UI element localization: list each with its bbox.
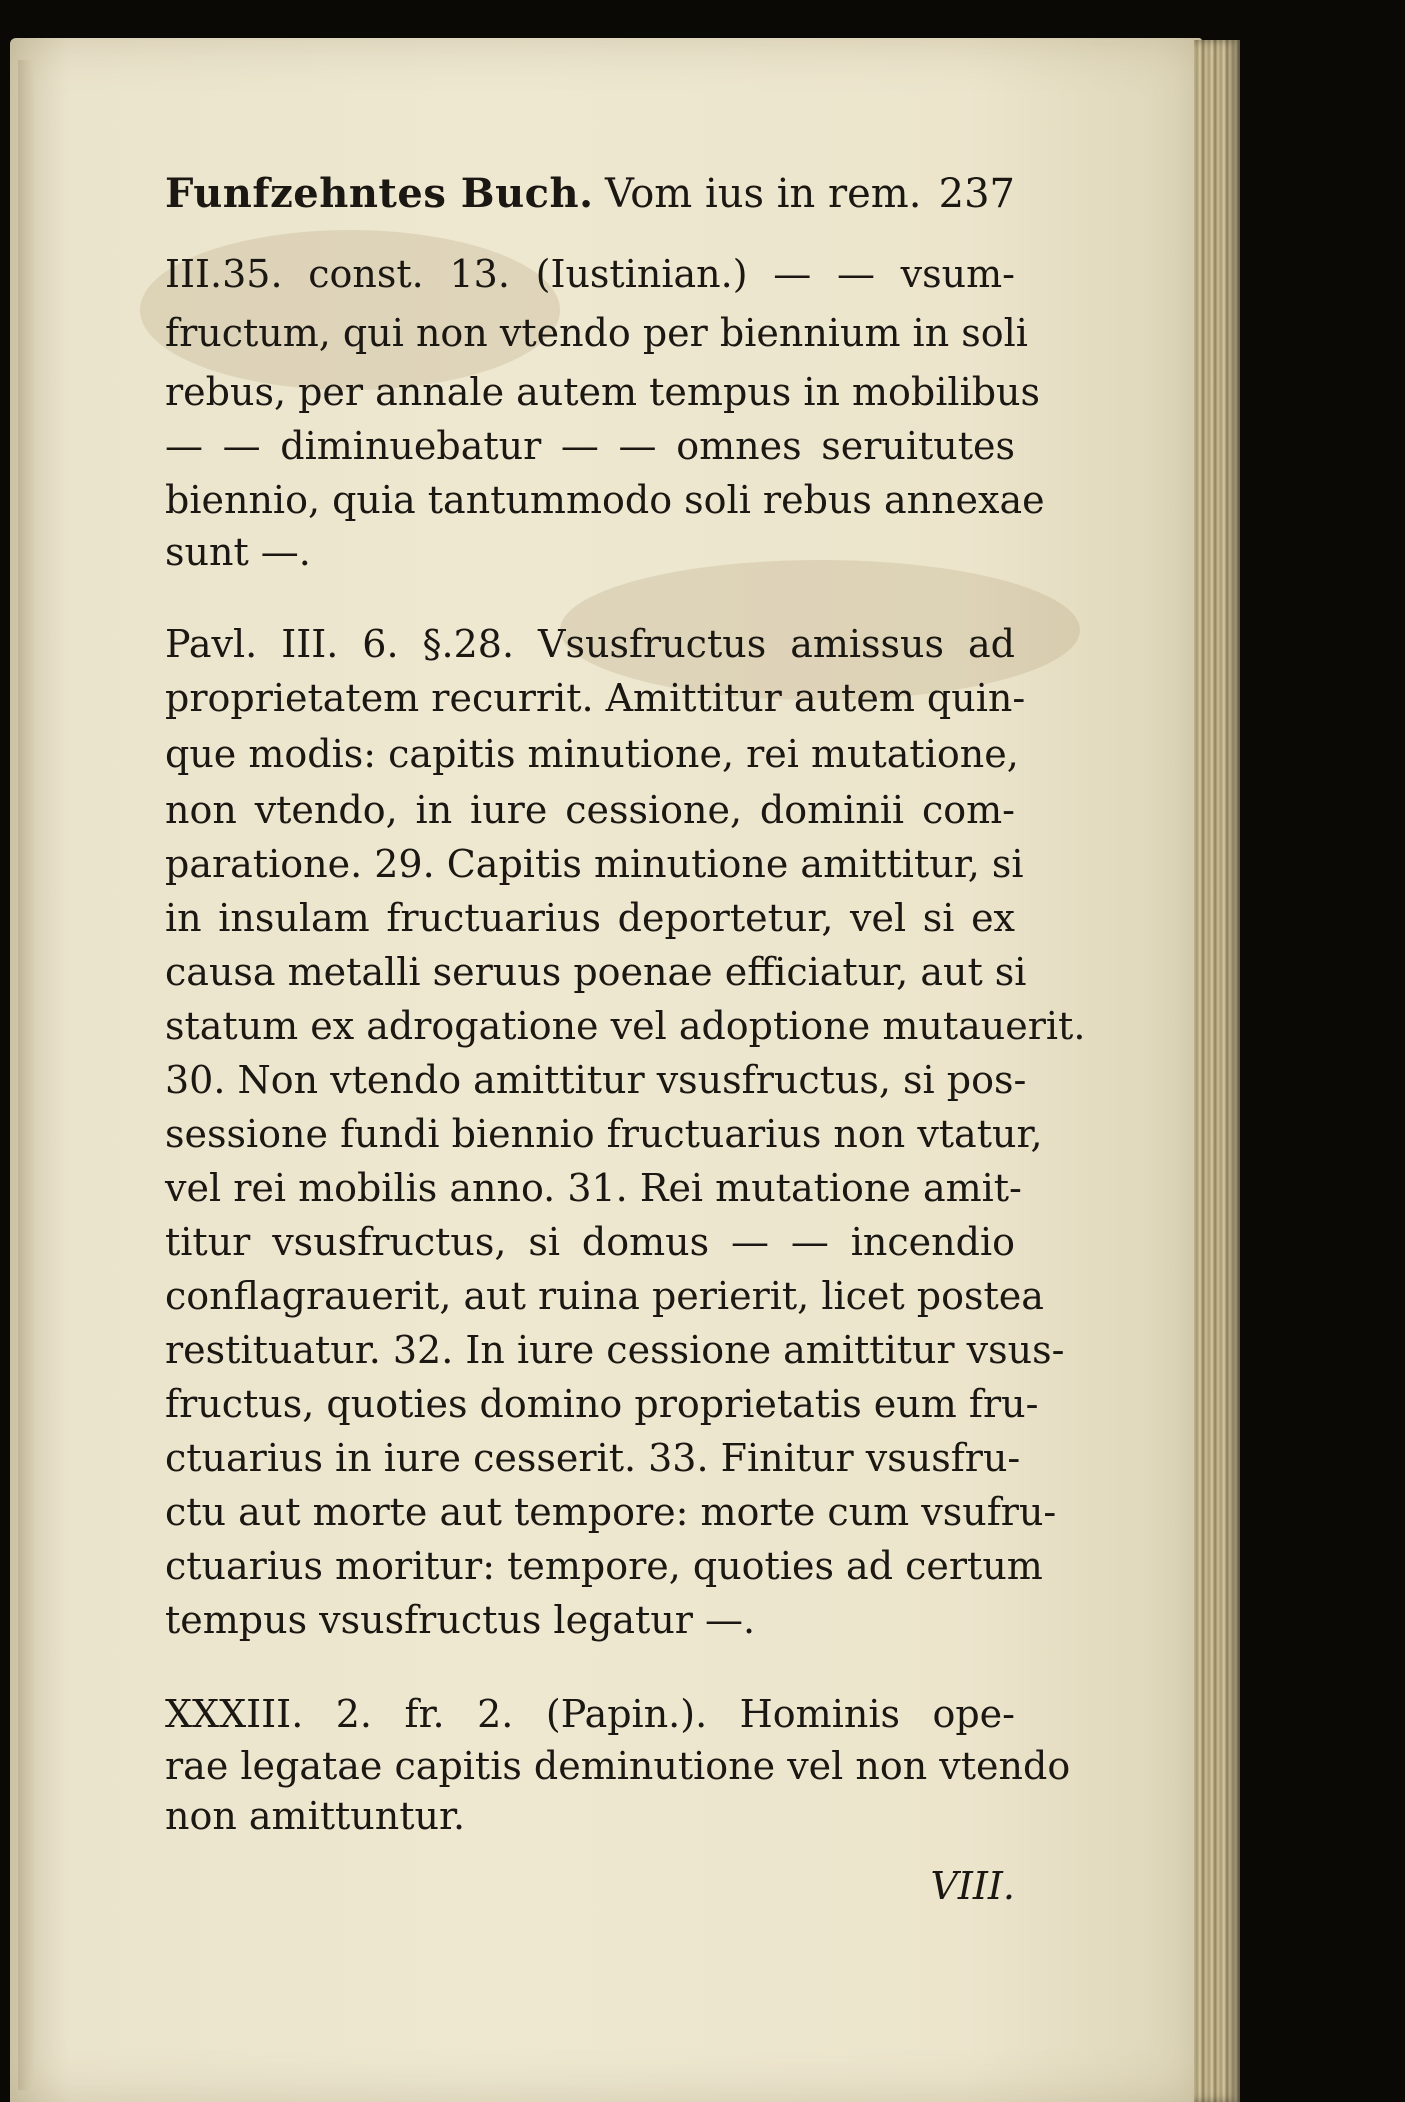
header-section-title: Vom ius in rem.: [605, 171, 922, 217]
text-line: — — diminuebatur — — omnes seruitutes: [165, 424, 1015, 468]
page-gutter: [18, 60, 34, 2090]
text-line: titur vsusfructus, si domus — — incendio: [165, 1220, 1015, 1264]
text-line: biennio, quia tantummodo soli rebus annexae: [165, 478, 1045, 522]
text-line: 30. Non vtendo amittitur vsusfructus, si pos-: [165, 1058, 1027, 1102]
text-line: proprietatem recurrit. Amittitur autem quin-: [165, 676, 1026, 720]
text-line: XXXIII. 2. fr. 2. (Papin.). Hominis ope-: [165, 1692, 1015, 1736]
text-line: causa metalli seruus poenae efficiatur, aut si: [165, 950, 1027, 994]
text-line: sessione fundi biennio fructuarius non vtatur,: [165, 1112, 1043, 1156]
text-line: tempus vsusfructus legatur —.: [165, 1598, 756, 1642]
text-line: que modis: capitis minutione, rei mutatione,: [165, 732, 1019, 776]
catchword: VIII.: [930, 1864, 1015, 1908]
text-line: paratione. 29. Capitis minutione amittitur, si: [165, 842, 1024, 886]
header-book-title: Funfzehntes Buch.: [165, 170, 594, 217]
text-line: in insulam fructuarius deportetur, vel si ex: [165, 896, 1015, 940]
text-line: rae legatae capitis deminutione vel non vtendo: [165, 1744, 1071, 1788]
text-line: conflagrauerit, aut ruina perierit, licet postea: [165, 1274, 1044, 1318]
text-line: fructus, quoties domino proprietatis eum fru-: [165, 1382, 1039, 1426]
text-line: vel rei mobilis anno. 31. Rei mutatione amit-: [165, 1166, 1022, 1210]
text-line: ctuarius moritur: tempore, quoties ad certum: [165, 1544, 1043, 1588]
text-line: III.35. const. 13. (Iustinian.) — — vsum-: [165, 252, 1015, 296]
text-line: non vtendo, in iure cessione, dominii com-: [165, 788, 1015, 832]
page-edges: [1194, 40, 1240, 2102]
text-line: fructum, qui non vtendo per biennium in soli: [165, 311, 1028, 355]
text-line: ctu aut morte aut tempore: morte cum vsufru-: [165, 1490, 1057, 1534]
catchword-line: [165, 1860, 1015, 1912]
running-header: [165, 168, 1015, 220]
text-line: non amittuntur.: [165, 1794, 466, 1838]
text-line: statum ex adrogatione vel adoptione mutauerit.: [165, 1004, 1086, 1048]
text-line: ctuarius in iure cesserit. 33. Finitur vsusfru-: [165, 1436, 1021, 1480]
text-line: rebus, per annale autem tempus in mobilibus: [165, 370, 1041, 414]
text-line: restituatur. 32. In iure cessione amittitur vsus-: [165, 1328, 1065, 1372]
page-number: 237: [938, 171, 1015, 217]
text-line: sunt —.: [165, 530, 311, 574]
text-line: Pavl. III. 6. §.28. Vsusfructus amissus ad: [165, 622, 1015, 666]
